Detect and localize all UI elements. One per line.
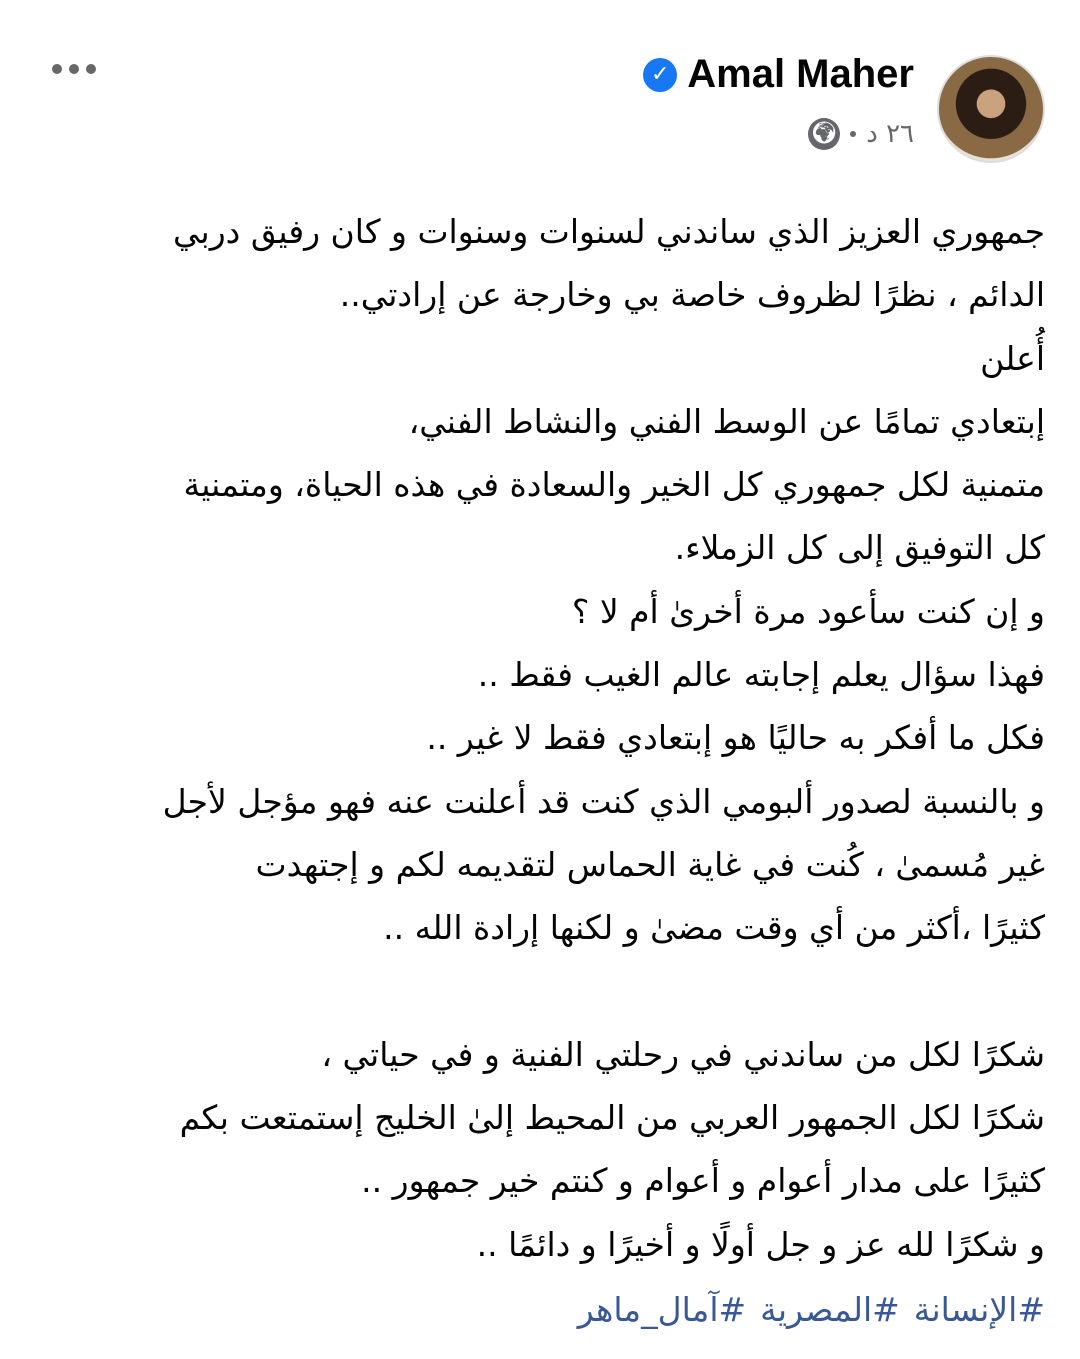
post-text-line: فهذا سؤال يعلم إجابته عالم الغيب فقط .. [477,655,1045,695]
post-text-line: جمهوري العزيز الذي ساندني لسنوات وسنوات و كان رفيق دربي [173,212,1045,251]
post-text-line: أُعلن [980,338,1045,378]
post-header [643,52,914,97]
post-time[interactable]: ٢٦ د [866,119,914,149]
post-text-line: و إن كنت سأعود مرة أخرىٰ أم لا ؟ [571,591,1045,631]
hashtags [564,1280,1045,1340]
post-text-line: كل التوفيق إلى كل الزملاء. [674,528,1045,568]
author-name[interactable]: Amal Maher [687,52,914,96]
dot-icon [52,64,62,74]
post-body [163,200,1045,1276]
separator-dot [850,131,856,137]
post-text-line: شكرًا لكل من ساندني في رحلتي الفنية و في حياتي ، [321,1034,1045,1074]
post-text-line: إبتعادي تمامًا عن الوسط الفني والنشاط الفني، [408,401,1045,441]
avatar[interactable] [937,55,1045,163]
hashtag-link[interactable]: #آمال_ماهر [577,1290,747,1329]
post-text-line: غير مُسمىٰ ، كُنت في غاية الحماس لتقديمه لكم و إجتهدت [255,844,1045,884]
post-text-line: و بالنسبة لصدور ألبومي الذي كنت قد أعلنت عنه فهو مؤجل لأجل [162,781,1045,821]
dot-icon [69,64,79,74]
post-text-line: كثيرًا على مدار أعوام و أعوام و كنتم خير جمهور .. [361,1161,1045,1201]
hashtag-link[interactable]: #الإنسانة [913,1290,1045,1329]
post-text-line: متمنية لكل جمهوري كل الخير والسعادة في هذه الحياة، ومتمنية [183,465,1045,505]
post-text-line: الدائم ، نظرًا لظروف خاصة بي وخارجة عن إرادتي.. [339,275,1045,315]
hashtag-link[interactable]: #المصرية [760,1290,900,1329]
post-text-line: فكل ما أفكر به حاليًا هو إبتعادي فقط لا غير .. [426,718,1045,758]
more-options-button[interactable] [52,64,96,74]
post-text-line: كثيرًا ،أكثر من أي وقت مضىٰ و لكنها إرادة الله .. [383,908,1045,948]
post-text-line: شكرًا لكل الجمهور العربي من المحيط إلىٰ الخليج إستمتعت بكم [179,1098,1045,1138]
post-text-line: و شكرًا لله عز و جل أولًا و أخيرًا و دائمًا .. [476,1224,1045,1264]
post-text-line [163,960,1045,1023]
verified-badge-icon: ✓ [643,58,677,92]
globe-icon[interactable]: 🌍︎ [808,118,840,150]
post-meta [808,118,914,150]
dot-icon [86,64,96,74]
